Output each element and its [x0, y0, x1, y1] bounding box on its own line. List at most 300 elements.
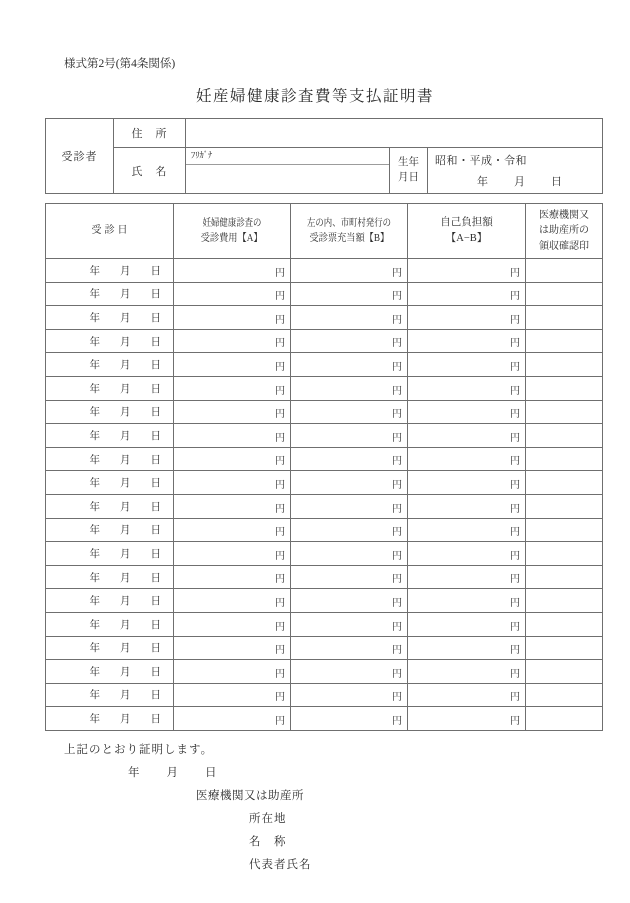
yen-label: 円	[510, 338, 520, 350]
header-stamp-line1: 医療機関又	[539, 209, 589, 221]
yen-label: 円	[275, 456, 285, 468]
cost-a-cell[interactable]	[174, 542, 291, 566]
voucher-b-cell[interactable]	[291, 518, 408, 542]
payment-row	[46, 282, 603, 306]
birth-label-line2: 月日	[398, 171, 419, 183]
voucher-b-cell[interactable]	[291, 612, 408, 636]
self-pay-cell[interactable]	[408, 683, 526, 707]
org-address-label[interactable]: 所在地	[249, 813, 287, 825]
self-pay-cell[interactable]	[408, 471, 526, 495]
day-label: 日	[150, 690, 161, 702]
payment-row	[46, 329, 603, 353]
year-label: 年	[89, 360, 100, 372]
cost-a-cell[interactable]	[174, 707, 291, 731]
voucher-b-cell[interactable]	[291, 660, 408, 684]
visit-date-field	[46, 334, 173, 349]
day-label: 日	[150, 360, 161, 372]
voucher-b-cell[interactable]	[291, 707, 408, 731]
visit-date-cell[interactable]	[46, 542, 174, 566]
visit-date-cell[interactable]	[46, 400, 174, 424]
self-pay-cell[interactable]	[408, 707, 526, 731]
day-label: 日	[150, 501, 161, 513]
visit-date-cell[interactable]	[46, 636, 174, 660]
self-pay-cell[interactable]	[408, 306, 526, 330]
yen-label: 円	[510, 692, 520, 704]
self-pay-cell[interactable]	[408, 518, 526, 542]
visit-date-cell[interactable]	[46, 518, 174, 542]
header-self-pay	[408, 204, 526, 259]
day-label: 日	[150, 572, 161, 584]
payment-row	[46, 471, 603, 495]
receipt-stamp-cell[interactable]	[526, 636, 603, 660]
month-label: 月	[120, 501, 131, 513]
visit-date-field	[46, 381, 173, 396]
year-label: 年	[89, 690, 100, 702]
payment-row	[46, 306, 603, 330]
self-pay-cell[interactable]	[408, 589, 526, 613]
receipt-stamp-cell[interactable]	[526, 329, 603, 353]
visit-date-field	[46, 522, 173, 537]
visit-date-field	[46, 452, 173, 467]
visit-date-cell[interactable]	[46, 494, 174, 518]
examinee-table	[45, 118, 603, 194]
voucher-b-cell[interactable]	[291, 683, 408, 707]
month-label: 月	[120, 714, 131, 726]
day-label: 日	[150, 289, 161, 301]
visit-date-cell[interactable]	[46, 565, 174, 589]
payment-row	[46, 259, 603, 283]
self-pay-cell[interactable]	[408, 494, 526, 518]
receipt-stamp-cell[interactable]	[526, 282, 603, 306]
voucher-b-cell[interactable]	[291, 306, 408, 330]
day-label: 日	[150, 265, 161, 277]
day-label: 日	[205, 767, 217, 779]
voucher-b-cell[interactable]	[291, 353, 408, 377]
visit-date-cell[interactable]	[46, 447, 174, 471]
payment-row	[46, 589, 603, 613]
month-label: 月	[120, 265, 131, 277]
month-label: 月	[120, 454, 131, 466]
yen-label: 円	[275, 409, 285, 421]
yen-label: 円	[510, 432, 520, 444]
name-field[interactable]	[186, 148, 390, 194]
day-label: 日	[150, 643, 161, 655]
visit-date-field	[46, 499, 173, 514]
year-label: 年	[89, 312, 100, 324]
receipt-stamp-cell[interactable]	[526, 565, 603, 589]
yen-label: 円	[392, 550, 402, 562]
month-label: 月	[120, 383, 131, 395]
yen-label: 円	[275, 291, 285, 303]
year-label: 年	[89, 643, 100, 655]
visit-date-cell[interactable]	[46, 424, 174, 448]
name-value[interactable]	[186, 165, 389, 192]
visit-date-field	[46, 617, 173, 632]
yen-label: 円	[392, 715, 402, 727]
visit-date-cell[interactable]	[46, 589, 174, 613]
yen-label: 円	[510, 550, 520, 562]
day-label: 日	[150, 454, 161, 466]
yen-label: 円	[392, 503, 402, 515]
payment-row	[46, 494, 603, 518]
birth-label-line1: 生年	[398, 157, 419, 169]
payment-row	[46, 660, 603, 684]
birth-date-field[interactable]	[428, 148, 603, 194]
receipt-stamp-cell[interactable]	[526, 589, 603, 613]
voucher-b-cell[interactable]	[291, 376, 408, 400]
voucher-b-cell[interactable]	[291, 589, 408, 613]
payment-row	[46, 565, 603, 589]
cost-a-cell[interactable]	[174, 589, 291, 613]
receipt-stamp-cell[interactable]	[526, 306, 603, 330]
month-label: 月	[514, 176, 526, 188]
yen-label: 円	[392, 692, 402, 704]
payment-row	[46, 683, 603, 707]
visit-date-field	[46, 687, 173, 702]
month-label: 月	[120, 548, 131, 560]
month-label: 月	[120, 666, 131, 678]
year-label: 年	[89, 596, 100, 608]
payment-row	[46, 400, 603, 424]
visit-date-field	[46, 286, 173, 301]
yen-label: 円	[392, 409, 402, 421]
cost-a-cell[interactable]	[174, 612, 291, 636]
month-label: 月	[120, 572, 131, 584]
yen-label: 円	[510, 621, 520, 633]
yen-label: 円	[392, 361, 402, 373]
yen-label: 円	[510, 597, 520, 609]
voucher-b-cell[interactable]	[291, 471, 408, 495]
voucher-b-cell[interactable]	[291, 636, 408, 660]
yen-label: 円	[392, 432, 402, 444]
era-options[interactable]: 昭和・平成・令和	[435, 155, 527, 167]
year-label: 年	[89, 265, 100, 277]
cost-a-cell[interactable]	[174, 683, 291, 707]
visit-date-cell[interactable]	[46, 612, 174, 636]
voucher-b-cell[interactable]	[291, 447, 408, 471]
yen-label: 円	[275, 385, 285, 397]
day-label: 日	[150, 666, 161, 678]
yen-label: 円	[275, 314, 285, 326]
header-cost-a-line1: 妊婦健康診査の	[202, 217, 262, 229]
voucher-b-cell[interactable]	[291, 259, 408, 283]
self-pay-cell[interactable]	[408, 400, 526, 424]
visit-date-cell[interactable]	[46, 471, 174, 495]
self-pay-cell[interactable]	[408, 376, 526, 400]
self-pay-cell[interactable]	[408, 353, 526, 377]
receipt-stamp-cell[interactable]	[526, 447, 603, 471]
yen-label: 円	[510, 645, 520, 657]
day-label: 日	[551, 176, 563, 188]
day-label: 日	[150, 525, 161, 537]
cost-a-cell[interactable]	[174, 329, 291, 353]
month-label: 月	[120, 643, 131, 655]
visit-date-cell[interactable]	[46, 306, 174, 330]
payment-row	[46, 636, 603, 660]
day-label: 日	[150, 714, 161, 726]
yen-label: 円	[275, 479, 285, 491]
voucher-b-cell[interactable]	[291, 329, 408, 353]
month-label: 月	[120, 360, 131, 372]
visit-date-cell[interactable]	[46, 683, 174, 707]
year-label: 年	[89, 336, 100, 348]
yen-label: 円	[275, 621, 285, 633]
day-label: 日	[150, 478, 161, 490]
yen-label: 円	[510, 503, 520, 515]
cost-a-cell[interactable]	[174, 471, 291, 495]
yen-label: 円	[275, 645, 285, 657]
self-pay-cell[interactable]	[408, 660, 526, 684]
receipt-stamp-cell[interactable]	[526, 683, 603, 707]
yen-label: 円	[275, 503, 285, 515]
visit-date-field	[46, 404, 173, 419]
visit-date-cell[interactable]	[46, 353, 174, 377]
self-pay-cell[interactable]	[408, 259, 526, 283]
document-title: 妊産婦健康診査費等支払証明書	[195, 88, 434, 105]
visit-date-cell[interactable]	[46, 660, 174, 684]
header-self-pay-line1: 自己負担額	[440, 216, 493, 228]
visit-date-field	[46, 546, 173, 561]
voucher-b-cell[interactable]	[291, 424, 408, 448]
visit-date-cell[interactable]	[46, 707, 174, 731]
yen-label: 円	[275, 361, 285, 373]
day-label: 日	[150, 548, 161, 560]
year-label: 年	[89, 548, 100, 560]
yen-label: 円	[510, 527, 520, 539]
name-label: 氏 名	[114, 148, 186, 194]
representative-label[interactable]: 代表者氏名	[249, 859, 312, 871]
day-label: 日	[150, 336, 161, 348]
yen-label: 円	[392, 314, 402, 326]
yen-label: 円	[510, 715, 520, 727]
payment-row	[46, 612, 603, 636]
cost-a-cell[interactable]	[174, 565, 291, 589]
receipt-stamp-cell[interactable]	[526, 376, 603, 400]
cost-a-cell[interactable]	[174, 447, 291, 471]
year-label: 年	[89, 289, 100, 301]
certify-statement: 上記のとおり証明します。	[64, 744, 214, 756]
month-label: 月	[120, 690, 131, 702]
receipt-stamp-cell[interactable]	[526, 400, 603, 424]
month-label: 月	[120, 619, 131, 631]
yen-label: 円	[392, 385, 402, 397]
yen-label: 円	[510, 314, 520, 326]
yen-label: 円	[510, 267, 520, 279]
cost-a-cell[interactable]	[174, 353, 291, 377]
year-label: 年	[89, 666, 100, 678]
receipt-stamp-cell[interactable]	[526, 707, 603, 731]
yen-label: 円	[392, 645, 402, 657]
year-label: 年	[89, 478, 100, 490]
yen-label: 円	[275, 692, 285, 704]
header-voucher-b-line1: 左の内、市町村発行の	[307, 217, 391, 229]
cost-a-cell[interactable]	[174, 494, 291, 518]
visit-date-field	[46, 428, 173, 443]
yen-label: 円	[510, 668, 520, 680]
yen-label: 円	[510, 409, 520, 421]
yen-label: 円	[392, 574, 402, 586]
address-label: 住 所	[114, 119, 186, 148]
yen-label: 円	[510, 385, 520, 397]
visit-date-cell[interactable]	[46, 329, 174, 353]
header-visit-date: 受診日	[46, 204, 174, 259]
self-pay-cell[interactable]	[408, 424, 526, 448]
header-cost-a-line2: 受診費用【A】	[201, 233, 263, 244]
form-number: 様式第2号(第4条関係)	[64, 58, 176, 70]
header-stamp-line3: 領収確認印	[539, 240, 589, 252]
yen-label: 円	[275, 432, 285, 444]
org-name-label[interactable]: 名 称	[249, 836, 287, 848]
receipt-stamp-cell[interactable]	[526, 518, 603, 542]
month-label: 月	[120, 289, 131, 301]
self-pay-cell[interactable]	[408, 282, 526, 306]
cost-a-cell[interactable]	[174, 306, 291, 330]
visit-date-field	[46, 711, 173, 726]
visit-date-cell[interactable]	[46, 259, 174, 283]
yen-label: 円	[392, 338, 402, 350]
self-pay-cell[interactable]	[408, 612, 526, 636]
yen-label: 円	[510, 479, 520, 491]
yen-label: 円	[392, 597, 402, 609]
year-label: 年	[89, 383, 100, 395]
header-voucher-b-line2: 受診票充当額【B】	[309, 233, 389, 244]
visit-date-field	[46, 640, 173, 655]
receipt-stamp-cell[interactable]	[526, 612, 603, 636]
cost-a-cell[interactable]	[174, 376, 291, 400]
yen-label: 円	[392, 527, 402, 539]
cost-a-cell[interactable]	[174, 282, 291, 306]
visit-date-field	[46, 475, 173, 490]
visit-date-field	[46, 593, 173, 608]
receipt-stamp-cell[interactable]	[526, 471, 603, 495]
visit-date-cell[interactable]	[46, 282, 174, 306]
yen-label: 円	[510, 291, 520, 303]
year-label: 年	[89, 572, 100, 584]
day-label: 日	[150, 619, 161, 631]
birth-date-label	[390, 148, 428, 194]
receipt-stamp-cell[interactable]	[526, 424, 603, 448]
header-self-pay-line2: 【A−B】	[445, 233, 488, 244]
visit-date-field	[46, 357, 173, 372]
month-label: 月	[120, 407, 131, 419]
yen-label: 円	[275, 338, 285, 350]
payment-row	[46, 707, 603, 731]
cost-a-cell[interactable]	[174, 660, 291, 684]
month-label: 月	[120, 478, 131, 490]
examinee-section-label: 受診者	[46, 119, 114, 194]
year-label: 年	[128, 767, 140, 779]
self-pay-cell[interactable]	[408, 329, 526, 353]
cost-a-cell[interactable]	[174, 259, 291, 283]
payment-row	[46, 376, 603, 400]
month-label: 月	[120, 525, 131, 537]
day-label: 日	[150, 383, 161, 395]
receipt-stamp-cell[interactable]	[526, 259, 603, 283]
cost-a-cell[interactable]	[174, 636, 291, 660]
receipt-stamp-cell[interactable]	[526, 660, 603, 684]
visit-date-cell[interactable]	[46, 376, 174, 400]
year-label: 年	[89, 619, 100, 631]
self-pay-cell[interactable]	[408, 636, 526, 660]
month-label: 月	[166, 767, 178, 779]
day-label: 日	[150, 430, 161, 442]
day-label: 日	[150, 407, 161, 419]
year-label: 年	[89, 714, 100, 726]
cost-a-cell[interactable]	[174, 424, 291, 448]
yen-label: 円	[510, 456, 520, 468]
yen-label: 円	[275, 715, 285, 727]
voucher-b-cell[interactable]	[291, 282, 408, 306]
month-label: 月	[120, 430, 131, 442]
year-label: 年	[89, 430, 100, 442]
address-field[interactable]	[186, 119, 603, 148]
yen-label: 円	[392, 456, 402, 468]
furigana-field[interactable]	[186, 148, 389, 165]
receipt-stamp-cell[interactable]	[526, 542, 603, 566]
day-label: 日	[150, 596, 161, 608]
yen-label: 円	[275, 668, 285, 680]
year-label: 年	[477, 176, 489, 188]
certify-date-field[interactable]	[128, 764, 217, 780]
header-stamp-line2: は助産所の	[539, 225, 589, 237]
cost-a-cell[interactable]	[174, 518, 291, 542]
yen-label: 円	[392, 267, 402, 279]
visit-date-field	[46, 310, 173, 325]
visit-date-field	[46, 664, 173, 679]
payment-table	[45, 203, 603, 731]
yen-label: 円	[510, 574, 520, 586]
receipt-stamp-cell[interactable]	[526, 353, 603, 377]
payment-row	[46, 518, 603, 542]
org-label: 医療機関又は助産所	[196, 790, 304, 802]
payment-row	[46, 424, 603, 448]
yen-label: 円	[392, 479, 402, 491]
self-pay-cell[interactable]	[408, 542, 526, 566]
voucher-b-cell[interactable]	[291, 542, 408, 566]
header-stamp	[526, 204, 603, 259]
day-label: 日	[150, 312, 161, 324]
year-label: 年	[89, 501, 100, 513]
month-label: 月	[120, 596, 131, 608]
receipt-stamp-cell[interactable]	[526, 494, 603, 518]
visit-date-field	[46, 263, 173, 278]
birth-ymd-field[interactable]	[428, 173, 602, 189]
yen-label: 円	[275, 527, 285, 539]
yen-label: 円	[392, 291, 402, 303]
yen-label: 円	[510, 361, 520, 373]
payment-row	[46, 542, 603, 566]
self-pay-cell[interactable]	[408, 565, 526, 589]
yen-label: 円	[392, 621, 402, 633]
yen-label: 円	[275, 550, 285, 562]
year-label: 年	[89, 407, 100, 419]
voucher-b-cell[interactable]	[291, 400, 408, 424]
yen-label: 円	[275, 574, 285, 586]
year-label: 年	[89, 454, 100, 466]
year-label: 年	[89, 525, 100, 537]
payment-row	[46, 353, 603, 377]
yen-label: 円	[392, 668, 402, 680]
payment-row	[46, 447, 603, 471]
yen-label: 円	[275, 267, 285, 279]
visit-date-field	[46, 570, 173, 585]
self-pay-cell[interactable]	[408, 447, 526, 471]
voucher-b-cell[interactable]	[291, 565, 408, 589]
month-label: 月	[120, 336, 131, 348]
voucher-b-cell[interactable]	[291, 494, 408, 518]
cost-a-cell[interactable]	[174, 400, 291, 424]
yen-label: 円	[275, 597, 285, 609]
